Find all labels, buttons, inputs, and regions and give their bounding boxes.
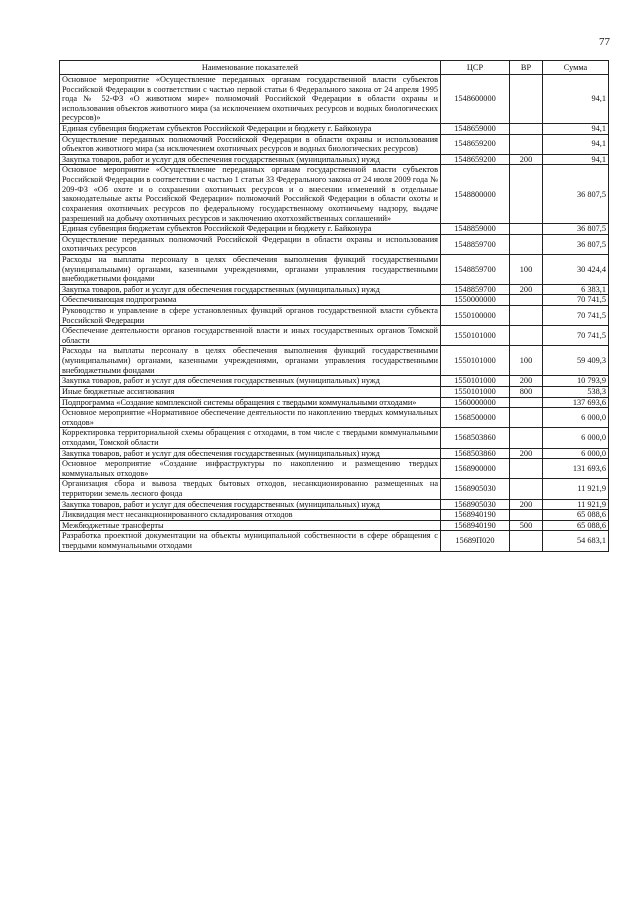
- table-row: [60, 376, 609, 387]
- cell-sum: 11 921,9: [543, 499, 609, 510]
- cell-sum: 10 793,9: [543, 376, 609, 387]
- cell-name: Единая субвенция бюджетам субъектов Российской Федерации и бюджету г. Байконура: [60, 124, 441, 135]
- cell-sum: 131 693,6: [543, 459, 609, 479]
- cell-sum: 70 741,5: [543, 326, 609, 346]
- cell-vr: [510, 408, 543, 428]
- table-row: [60, 154, 609, 165]
- cell-name: Расходы на выплаты персоналу в целях обеспечения выполнения функций государственными (муниципальными) органами, казенными учреждениями, органами управления государственными внебюджетными фондами: [60, 254, 441, 284]
- cell-vr: [510, 165, 543, 224]
- cell-sum: 54 683,1: [543, 531, 609, 551]
- header-name: Наименование показателей: [60, 61, 441, 75]
- table-row: [60, 408, 609, 428]
- cell-name: Обеспечение деятельности органов государственной власти и иных государственных органов Томской области: [60, 326, 441, 346]
- cell-csr: 1568503860: [441, 428, 510, 448]
- cell-vr: 200: [510, 154, 543, 165]
- table-row: [60, 531, 609, 551]
- cell-name: Иные бюджетные ассигнования: [60, 386, 441, 397]
- cell-vr: [510, 75, 543, 124]
- cell-csr: 1548659200: [441, 134, 510, 154]
- cell-name: Подпрограмма «Создание комплексной системы обращения с твердыми коммунальными отходами»: [60, 397, 441, 408]
- header-sum: Сумма: [543, 61, 609, 75]
- cell-vr: 500: [510, 520, 543, 531]
- cell-sum: 6 000,0: [543, 428, 609, 448]
- cell-name: Организация сбора и вывоза твердых бытовых отходов, несанкционированно размещенных на территории земель лесного фонда: [60, 479, 441, 499]
- cell-sum: 36 807,5: [543, 165, 609, 224]
- cell-sum: 94,1: [543, 134, 609, 154]
- cell-csr: 1548859000: [441, 224, 510, 235]
- cell-csr: 1550000000: [441, 295, 510, 306]
- table-row: [60, 499, 609, 510]
- table-row: [60, 75, 609, 124]
- table-row: [60, 428, 609, 448]
- cell-vr: [510, 479, 543, 499]
- cell-vr: [510, 428, 543, 448]
- cell-sum: 6 383,1: [543, 284, 609, 295]
- table-row: [60, 459, 609, 479]
- cell-vr: 200: [510, 499, 543, 510]
- cell-vr: [510, 306, 543, 326]
- cell-csr: 1548859700: [441, 254, 510, 284]
- cell-csr: 1550101000: [441, 376, 510, 387]
- cell-sum: 65 088,6: [543, 510, 609, 521]
- cell-vr: 100: [510, 254, 543, 284]
- cell-sum: 70 741,5: [543, 295, 609, 306]
- cell-vr: [510, 134, 543, 154]
- table-row: [60, 326, 609, 346]
- cell-csr: 1568503860: [441, 448, 510, 459]
- cell-name: Закупка товаров, работ и услуг для обеспечения государственных (муниципальных) нужд: [60, 376, 441, 387]
- table-row: [60, 295, 609, 306]
- header-vr: ВР: [510, 61, 543, 75]
- cell-sum: 30 424,4: [543, 254, 609, 284]
- cell-name: Закупка товаров, работ и услуг для обеспечения государственных (муниципальных) нужд: [60, 448, 441, 459]
- cell-sum: 59 409,3: [543, 346, 609, 376]
- table-row: [60, 386, 609, 397]
- cell-csr: 1568940190: [441, 520, 510, 531]
- cell-name: Закупка товаров, работ и услуг для обеспечения государственных (муниципальных) нужд: [60, 284, 441, 295]
- cell-name: Руководство и управление в сфере установленных функций органов государственной власти субъекта Российской Федерации: [60, 306, 441, 326]
- table-row: [60, 520, 609, 531]
- cell-sum: 36 807,5: [543, 224, 609, 235]
- cell-vr: [510, 397, 543, 408]
- table-row: [60, 254, 609, 284]
- cell-sum: 94,1: [543, 124, 609, 135]
- cell-vr: [510, 510, 543, 521]
- cell-name: Закупка товаров, работ и услуг для обеспечения государственных (муниципальных) нужд: [60, 154, 441, 165]
- cell-vr: 200: [510, 284, 543, 295]
- cell-sum: 6 000,0: [543, 448, 609, 459]
- cell-vr: 100: [510, 346, 543, 376]
- cell-name: Осуществление переданных полномочий Российской Федерации в области охраны и использования охотничьих ресурсов: [60, 234, 441, 254]
- cell-name: Расходы на выплаты персоналу в целях обеспечения выполнения функций государственными (муниципальными) органами, казенными учреждениями, органами управления государственными внебюджетными фондами: [60, 346, 441, 376]
- cell-csr: 1568940190: [441, 510, 510, 521]
- cell-sum: 538,3: [543, 386, 609, 397]
- cell-sum: 11 921,9: [543, 479, 609, 499]
- cell-csr: 1548659200: [441, 154, 510, 165]
- cell-vr: 200: [510, 376, 543, 387]
- cell-vr: [510, 531, 543, 551]
- header-row: [60, 61, 609, 75]
- cell-csr: 1550101000: [441, 326, 510, 346]
- cell-name: Основное мероприятие «Создание инфраструктуры по накоплению и размещению твердых коммунальных отходов»: [60, 459, 441, 479]
- table-row: [60, 510, 609, 521]
- cell-csr: 15689П020: [441, 531, 510, 551]
- cell-vr: [510, 234, 543, 254]
- cell-vr: 800: [510, 386, 543, 397]
- budget-table: [59, 60, 609, 552]
- cell-vr: [510, 295, 543, 306]
- cell-vr: [510, 326, 543, 346]
- cell-name: Осуществление переданных полномочий Российской Федерации в области охраны и использования объектов животного мира (за исключением охотничьих ресурсов и водных биологических ресурсов): [60, 134, 441, 154]
- page-number: 77: [599, 36, 610, 48]
- cell-sum: 65 088,6: [543, 520, 609, 531]
- cell-sum: 137 693,6: [543, 397, 609, 408]
- cell-sum: 94,1: [543, 154, 609, 165]
- table-row: [60, 448, 609, 459]
- cell-vr: 200: [510, 448, 543, 459]
- table-row: [60, 224, 609, 235]
- table-header: [60, 61, 609, 75]
- cell-sum: 36 807,5: [543, 234, 609, 254]
- table-row: [60, 134, 609, 154]
- cell-csr: 1568905030: [441, 479, 510, 499]
- cell-sum: 6 000,0: [543, 408, 609, 428]
- cell-vr: [510, 224, 543, 235]
- cell-name: Основное мероприятие «Нормативное обеспечение деятельности по накоплению твердых коммунальных отходов»: [60, 408, 441, 428]
- cell-sum: 70 741,5: [543, 306, 609, 326]
- cell-csr: 1550101000: [441, 346, 510, 376]
- header-csr: ЦСР: [441, 61, 510, 75]
- cell-name: Закупка товаров, работ и услуг для обеспечения государственных (муниципальных) нужд: [60, 499, 441, 510]
- table-row: [60, 284, 609, 295]
- cell-csr: 1548859700: [441, 284, 510, 295]
- table-row: [60, 306, 609, 326]
- cell-csr: 1550100000: [441, 306, 510, 326]
- cell-name: Ликвидация мест несанкционированного складирования отходов: [60, 510, 441, 521]
- cell-csr: 1550101000: [441, 386, 510, 397]
- cell-name: Обеспечивающая подпрограмма: [60, 295, 441, 306]
- cell-sum: 94,1: [543, 75, 609, 124]
- cell-name: Основное мероприятие «Осуществление переданных органам государственной власти субъектов Российской Федерации в соответствии с частью первой статьи 6 Федерального закона от 24 апреля 1995 года № 52-ФЗ «О животном мире» полномочий Российской Федерации в области охраны и использования объектов животного мира (за исключением охотничьих ресурсов и водных биологических ресурсов)»: [60, 75, 441, 124]
- cell-vr: [510, 459, 543, 479]
- cell-csr: 1568905030: [441, 499, 510, 510]
- cell-csr: 1548600000: [441, 75, 510, 124]
- table-row: [60, 346, 609, 376]
- cell-csr: 1548659000: [441, 124, 510, 135]
- cell-name: Основное мероприятие «Осуществление переданных органам государственной власти субъектов Российской Федерации в соответствии с частью 1 статьи 33 Федерального закона от 24 июля 2009 года № 209-ФЗ «Об охоте и о сохранении охотничьих ресурсов и о внесении изменений в отдельные законодательные акты Российской Федерации» полномочий Российской Федерации в области охоты и сохранения охотничьих ресурсов по федеральному государственному охотничьему надзору, выдаче разрешений на добычу охотничьих ресурсов и заключению охотхозяйственных соглашений»: [60, 165, 441, 224]
- cell-vr: [510, 124, 543, 135]
- cell-csr: 1548859700: [441, 234, 510, 254]
- table-row: [60, 124, 609, 135]
- cell-csr: 1548800000: [441, 165, 510, 224]
- table-row: [60, 165, 609, 224]
- cell-name: Единая субвенция бюджетам субъектов Российской Федерации и бюджету г. Байконура: [60, 224, 441, 235]
- table-row: [60, 479, 609, 499]
- cell-csr: 1568900000: [441, 459, 510, 479]
- table-row: [60, 397, 609, 408]
- cell-name: Корректировка территориальной схемы обращения с отходами, в том числе с твердыми коммунальными отходами, Томской области: [60, 428, 441, 448]
- cell-csr: 1560000000: [441, 397, 510, 408]
- cell-name: Разработка проектной документации на объекты муниципальной собственности в сфере обращения с твердыми коммунальными отходами: [60, 531, 441, 551]
- table-row: [60, 234, 609, 254]
- cell-name: Межбюджетные трансферты: [60, 520, 441, 531]
- cell-csr: 1568500000: [441, 408, 510, 428]
- table-body: [60, 75, 609, 552]
